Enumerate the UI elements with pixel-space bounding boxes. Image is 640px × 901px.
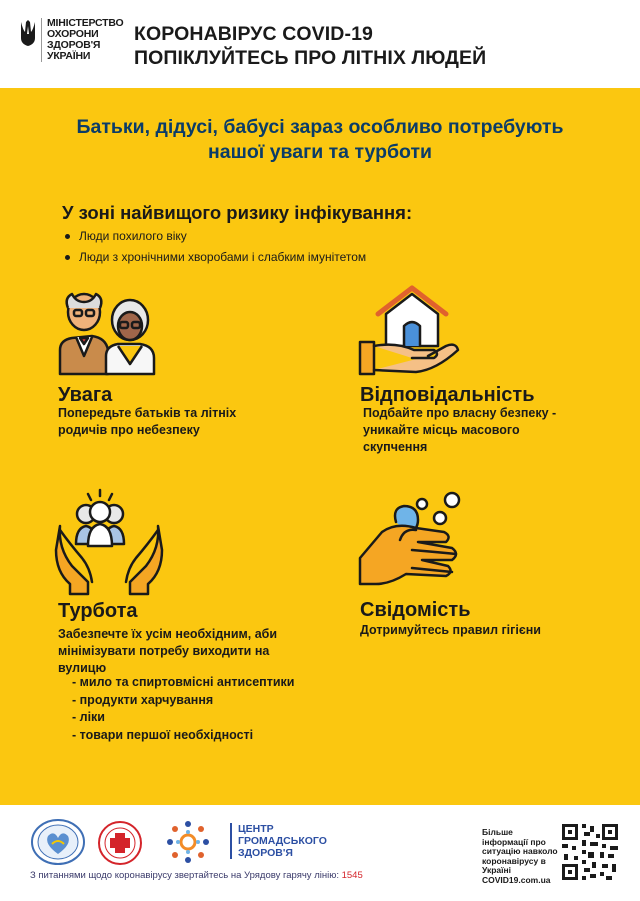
headline-line: Батьки, дідусі, бабусі зараз особливо потребують bbox=[76, 116, 564, 138]
awareness-text bbox=[360, 622, 541, 639]
hand-washing-icon bbox=[356, 488, 468, 592]
info-line: Україні bbox=[482, 865, 512, 876]
care-text bbox=[58, 626, 277, 677]
header bbox=[0, 0, 640, 88]
caring-hands-people-icon bbox=[54, 486, 164, 596]
list-item: - товари першої необхідності bbox=[72, 727, 254, 742]
title-line: КОРОНАВІРУС COVID-19 bbox=[134, 23, 373, 45]
attention-text bbox=[58, 405, 236, 439]
responsibility-text bbox=[363, 405, 556, 456]
text-line: родичів про небезпеку bbox=[58, 423, 200, 437]
text-line: уникайте місць масового bbox=[363, 423, 520, 437]
ministry-line: ОХОРОНИ bbox=[47, 28, 99, 40]
cgz-line: ГРОМАДСЬКОГО bbox=[238, 835, 327, 847]
info-line: ситуацію навколо bbox=[482, 846, 558, 857]
info-line[interactable]: COVID19.com.ua bbox=[482, 874, 551, 885]
text-line: Попередьте батьків та літніх bbox=[58, 406, 237, 420]
page-title bbox=[134, 22, 486, 70]
hotline-text: З питаннями щодо коронавірусу звертайтесь на Урядову гарячу лінію: bbox=[30, 870, 342, 881]
list-item: - продукти харчування bbox=[72, 692, 214, 707]
ministry-line: ЗДОРОВ'Я bbox=[47, 39, 101, 51]
list-item: Люди з хронічними хворобами і слабким імунітетом bbox=[64, 247, 366, 268]
info-line: Більше bbox=[482, 827, 513, 837]
title-line: ПОПІКЛУЙТЕСЬ ПРО ЛІТНІХ ЛЮДЕЙ bbox=[134, 47, 487, 69]
list-item: Люди похилого віку bbox=[64, 226, 366, 247]
trident-icon bbox=[20, 20, 36, 48]
list-item: - ліки bbox=[72, 710, 105, 724]
hotline-number: 1545 bbox=[341, 870, 363, 881]
more-info-text bbox=[482, 828, 558, 886]
risk-title: У зоні найвищого ризику інфікування: bbox=[62, 202, 413, 223]
text-line: мінімізувати потребу виходити на bbox=[58, 644, 270, 658]
attention-title: Увага bbox=[58, 384, 113, 406]
cgz-line: ЗДОРОВ'Я bbox=[238, 847, 293, 859]
text-line: Подбайте про власну безпеку - bbox=[363, 406, 557, 420]
text-line: Дотримуйтесь правил гігієни bbox=[360, 623, 541, 637]
public-health-center-name bbox=[230, 823, 327, 859]
risk-list bbox=[64, 226, 366, 268]
ministry-line: УКРАЇНИ bbox=[47, 50, 91, 62]
ministry-name bbox=[41, 18, 123, 62]
text-line: скупчення bbox=[363, 440, 428, 454]
info-line: інформації про bbox=[482, 836, 546, 847]
headline-line: нашої уваги та турботи bbox=[208, 141, 432, 163]
red-cross-logo bbox=[96, 820, 144, 866]
qr-code-icon[interactable] bbox=[560, 822, 620, 882]
elderly-couple-icon bbox=[54, 288, 158, 376]
cgz-line: ЦЕНТР bbox=[238, 823, 274, 835]
hotline-note bbox=[30, 870, 363, 881]
organization-logo-heart bbox=[30, 818, 86, 866]
care-items-list bbox=[72, 674, 294, 744]
house-in-hand-icon bbox=[356, 284, 464, 378]
responsibility-title: Відповідальність bbox=[360, 384, 535, 406]
text-line: вулицю bbox=[58, 661, 107, 675]
awareness-title: Свідомість bbox=[360, 599, 471, 621]
info-line: коронавірусу в bbox=[482, 855, 546, 866]
text-line: Забезпечте їх усім необхідним, аби bbox=[58, 627, 278, 641]
ministry-logo bbox=[20, 18, 123, 62]
list-item: - мило та спиртовмісні антисептики bbox=[72, 675, 295, 689]
public-health-center-logo bbox=[164, 818, 212, 866]
care-title: Турбота bbox=[58, 600, 138, 622]
headline bbox=[0, 115, 640, 165]
ministry-line: МІНІСТЕРСТВО bbox=[47, 17, 124, 29]
